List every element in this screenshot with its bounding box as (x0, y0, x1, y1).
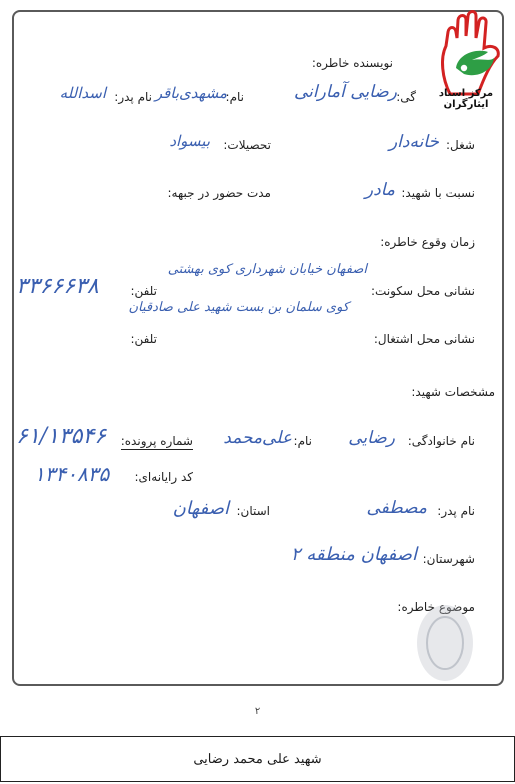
city-label: شهرستان: (422, 552, 475, 566)
work-address-label: نشانی محل اشتغال: (373, 332, 475, 346)
martyr-name-label: نام: (293, 434, 312, 448)
work-phone-label: تلفن: (130, 332, 157, 346)
phone-label: تلفن: (130, 284, 157, 298)
job-label: شغل: (446, 138, 475, 152)
job-value: خانه‌دار (388, 132, 439, 152)
province-value: اصفهان (172, 498, 229, 519)
computer-code-value: ۱۳۴۰۸۳۵ (34, 462, 110, 486)
home-address-label: نشانی محل سکونت: (371, 284, 475, 298)
relation-label: نسبت با شهید: (401, 186, 475, 200)
relation-value: مادر (364, 180, 395, 200)
caption-box (0, 736, 515, 782)
home-address-line1: اصفهان خیابان شهرداری کوی بهشتی (167, 262, 367, 277)
file-number-label: شماره پرونده: (120, 434, 193, 448)
memory-time-label: زمان وقوع خاطره: (380, 235, 475, 249)
martyr-name-value: علی‌محمد (223, 428, 292, 448)
surname-value: رضایی آمارانی (294, 82, 397, 102)
martyr-surname-label: نام خانوادگی: (407, 434, 475, 448)
form-frame (12, 10, 504, 686)
martyr-father-label: نام پدر: (437, 504, 475, 518)
file-number-value: ۶۱/۱۳۵۴۶ (16, 424, 107, 449)
logo-text: مرکز اسناد ایثارگران (438, 88, 494, 110)
front-duration-label: مدت حضور در جبهه: (167, 186, 271, 200)
martyr-father-value: مصطفی (366, 498, 427, 518)
education-value: بیسواد (169, 132, 210, 150)
martyr-surname-value: رضایی (348, 428, 395, 448)
phone-value: ۳۳۶۶۶۳۸ (16, 274, 99, 299)
computer-code-label: کد رایانه‌ای: (134, 470, 193, 484)
home-address-line2: کوی سلمان بن بست شهید علی صادقیان (128, 300, 349, 315)
city-value: اصفهان منطقه ۲ (290, 544, 417, 565)
caption-text: شهید علی محمد رضایی (193, 751, 322, 767)
first-name-value: مشهدی‌باقر (154, 84, 227, 102)
author-label: نویسنده خاطره: (311, 56, 393, 70)
subject-label: موضوع خاطره: (397, 600, 475, 614)
education-label: تحصیلات: (223, 138, 271, 152)
surname-partial-label: گی: (396, 90, 416, 104)
province-label: استان: (236, 504, 270, 518)
first-name-label: نام: (225, 90, 244, 104)
father-name-label: نام پدر: (114, 90, 152, 104)
faded-stamp (412, 600, 478, 686)
father-name-value: اسدالله (59, 84, 106, 102)
page-number: ۲ (254, 706, 261, 717)
martyr-info-label: مشخصات شهید: (411, 385, 495, 399)
